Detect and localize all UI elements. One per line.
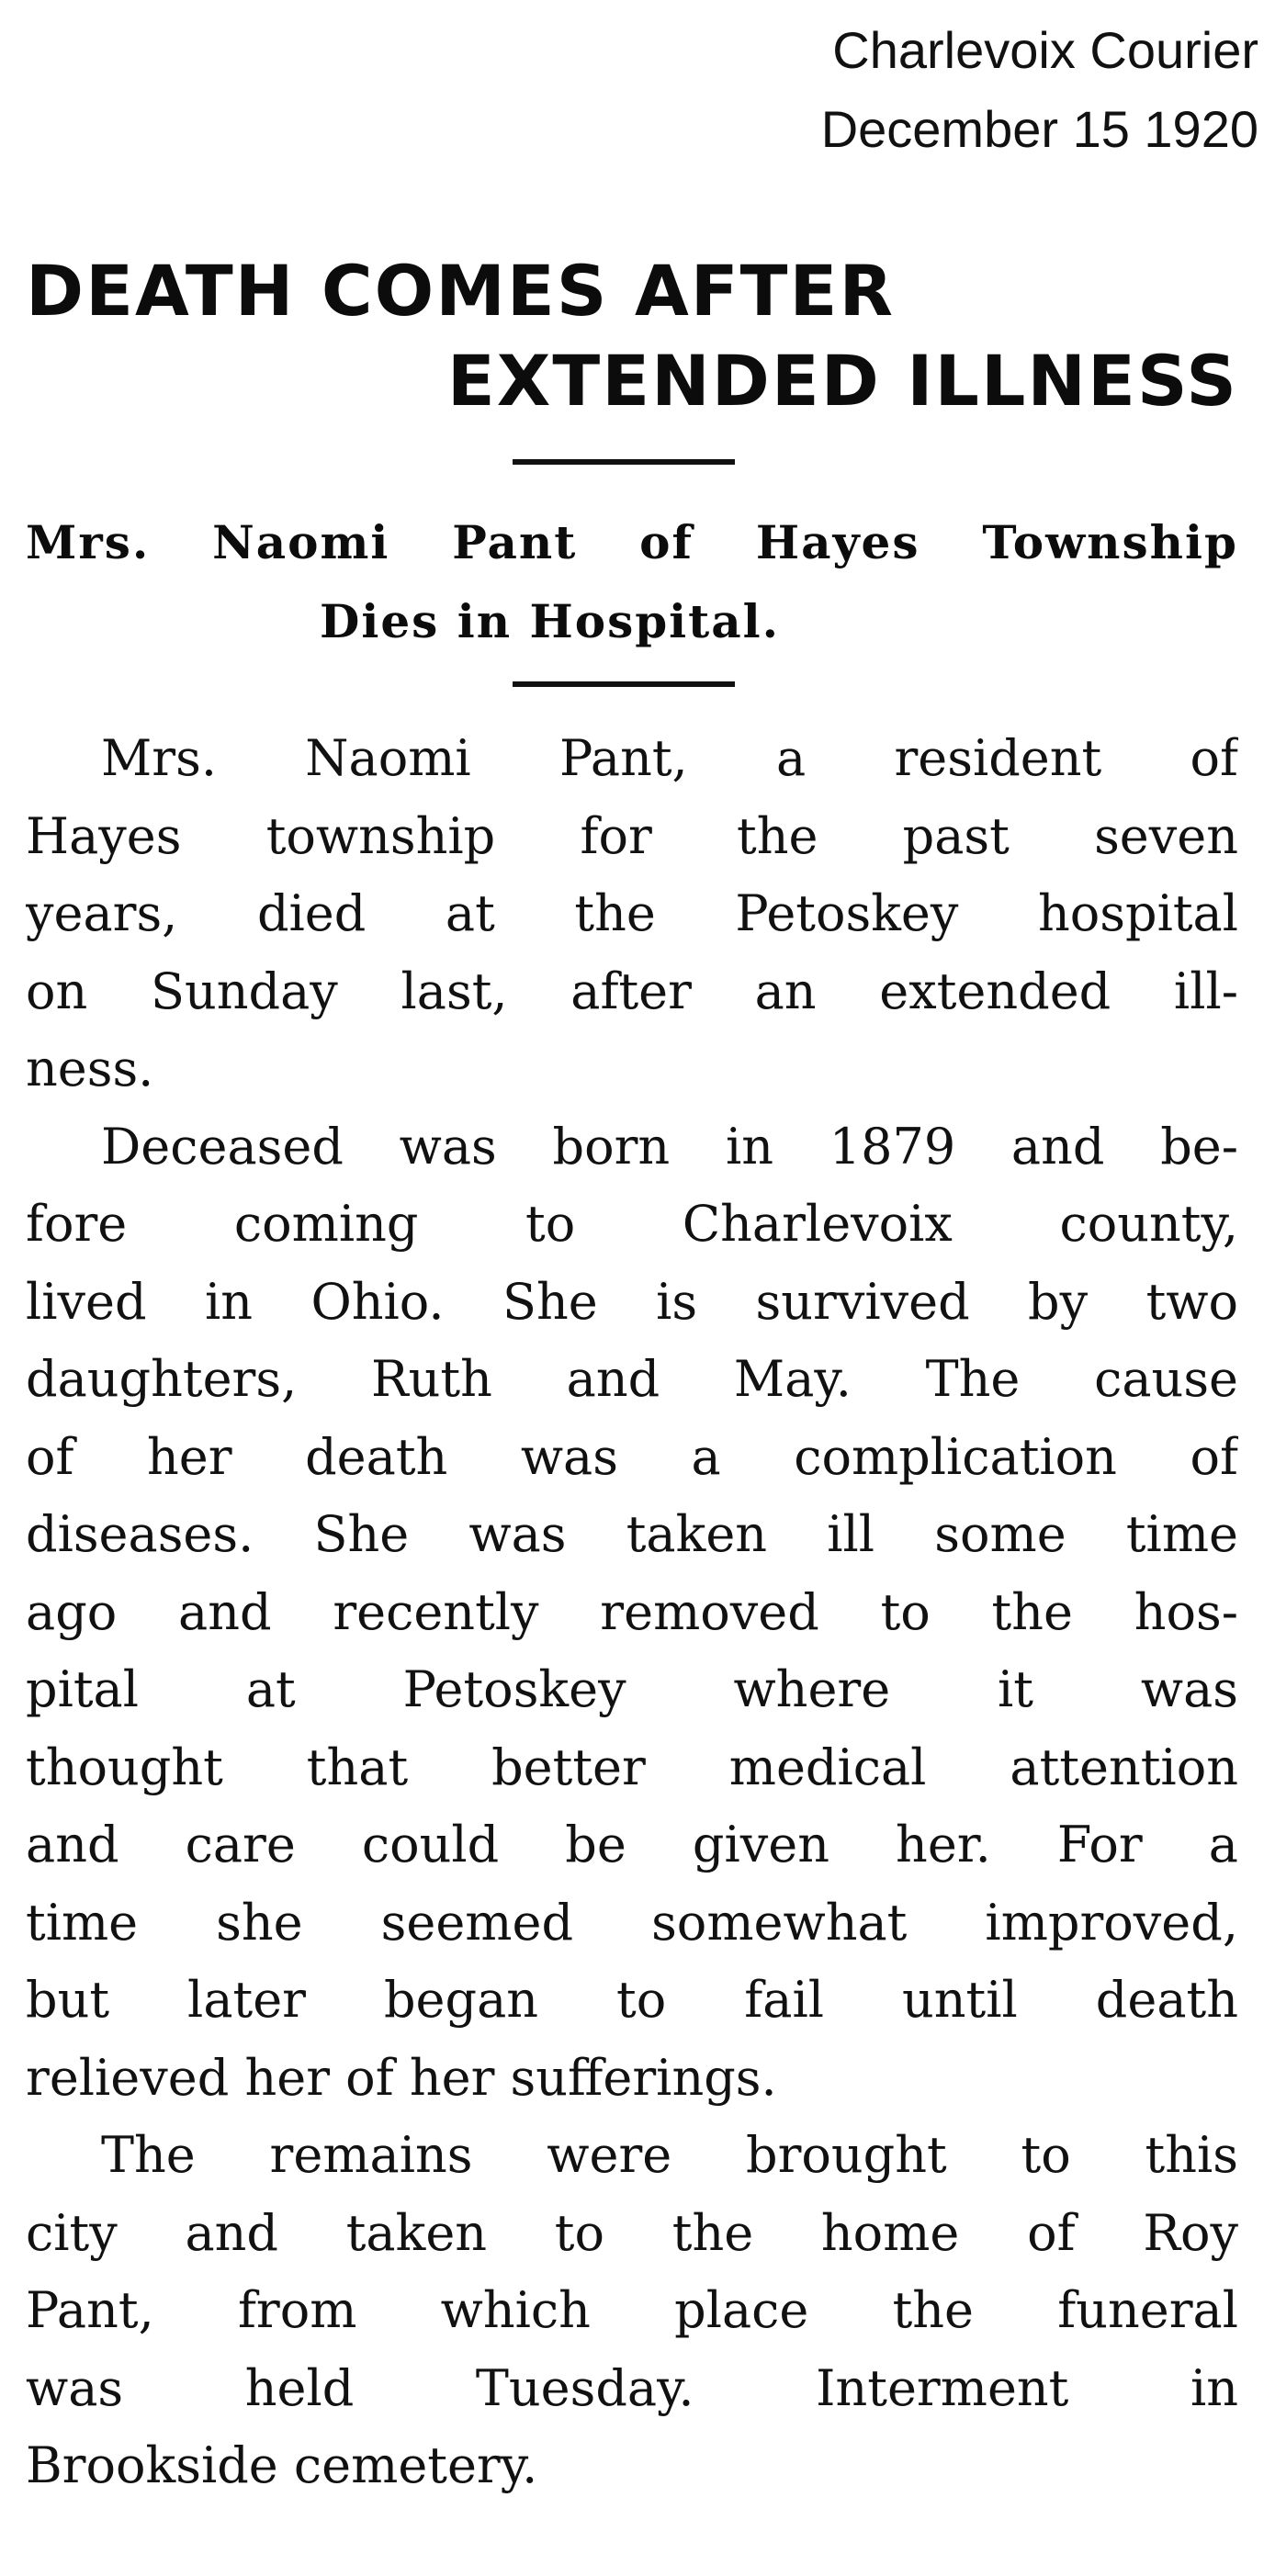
publication-name: Charlevoix Courier: [832, 21, 1258, 79]
text-line: of her death was a complication of: [26, 1427, 1238, 1486]
subheadline-line-2: Dies in Hospital.: [320, 594, 781, 648]
headline-line-2: EXTENDED ILLNESS: [446, 340, 1238, 422]
divider-rule: [513, 459, 735, 465]
text-line: years, died at the Petoskey hospital: [26, 884, 1238, 942]
text-line: Brookside cemetery.: [26, 2436, 538, 2494]
headline: [26, 246, 1238, 426]
text-line: was held Tuesday. Interment in: [26, 2358, 1238, 2417]
text-line: relieved her of her sufferings.: [26, 2048, 777, 2107]
text-line: time she seemed somewhat improved,: [26, 1893, 1238, 1952]
subheadline: [26, 503, 1238, 661]
article-body: [26, 720, 1238, 2505]
text-line: ness.: [26, 1040, 154, 1097]
subheadline-line-1: Mrs. Naomi Pant of Hayes Township: [26, 515, 1238, 569]
text-line: but later began to fail until death: [26, 1971, 1238, 2029]
text-line: city and taken to the home of Roy: [26, 2203, 1238, 2262]
text-line: ago and recently removed to the hos-: [26, 1582, 1238, 1641]
text-line: pital at Petoskey where it was: [26, 1660, 1238, 1718]
headline-line-1: DEATH COMES AFTER: [26, 250, 895, 332]
text-line: fore coming to Charlevoix county,: [26, 1195, 1238, 1253]
text-line: diseases. She was taken ill some time: [26, 1505, 1238, 1563]
text-line: on Sunday last, after an extended ill-: [26, 962, 1238, 1020]
paragraph: [26, 1108, 1238, 2118]
text-line: Mrs. Naomi Pant, a resident of: [101, 729, 1238, 787]
text-line: Hayes township for the past seven: [26, 806, 1238, 865]
divider-rule: [513, 681, 735, 687]
text-line: and care could be given her. For a: [26, 1816, 1238, 1873]
text-line: thought that better medical attention: [26, 1738, 1238, 1796]
text-line: lived in Ohio. She is survived by two: [26, 1272, 1238, 1331]
paragraph: [26, 2117, 1238, 2505]
text-line: The remains were brought to this: [101, 2126, 1238, 2184]
source-citation: [821, 11, 1258, 169]
publication-date: December 15 1920: [820, 100, 1258, 158]
text-line: Deceased was born in 1879 and be-: [101, 1117, 1238, 1176]
paragraph: [26, 720, 1238, 1108]
text-line: Pant, from which place the funeral: [26, 2281, 1238, 2339]
text-line: daughters, Ruth and May. The cause: [26, 1350, 1238, 1408]
